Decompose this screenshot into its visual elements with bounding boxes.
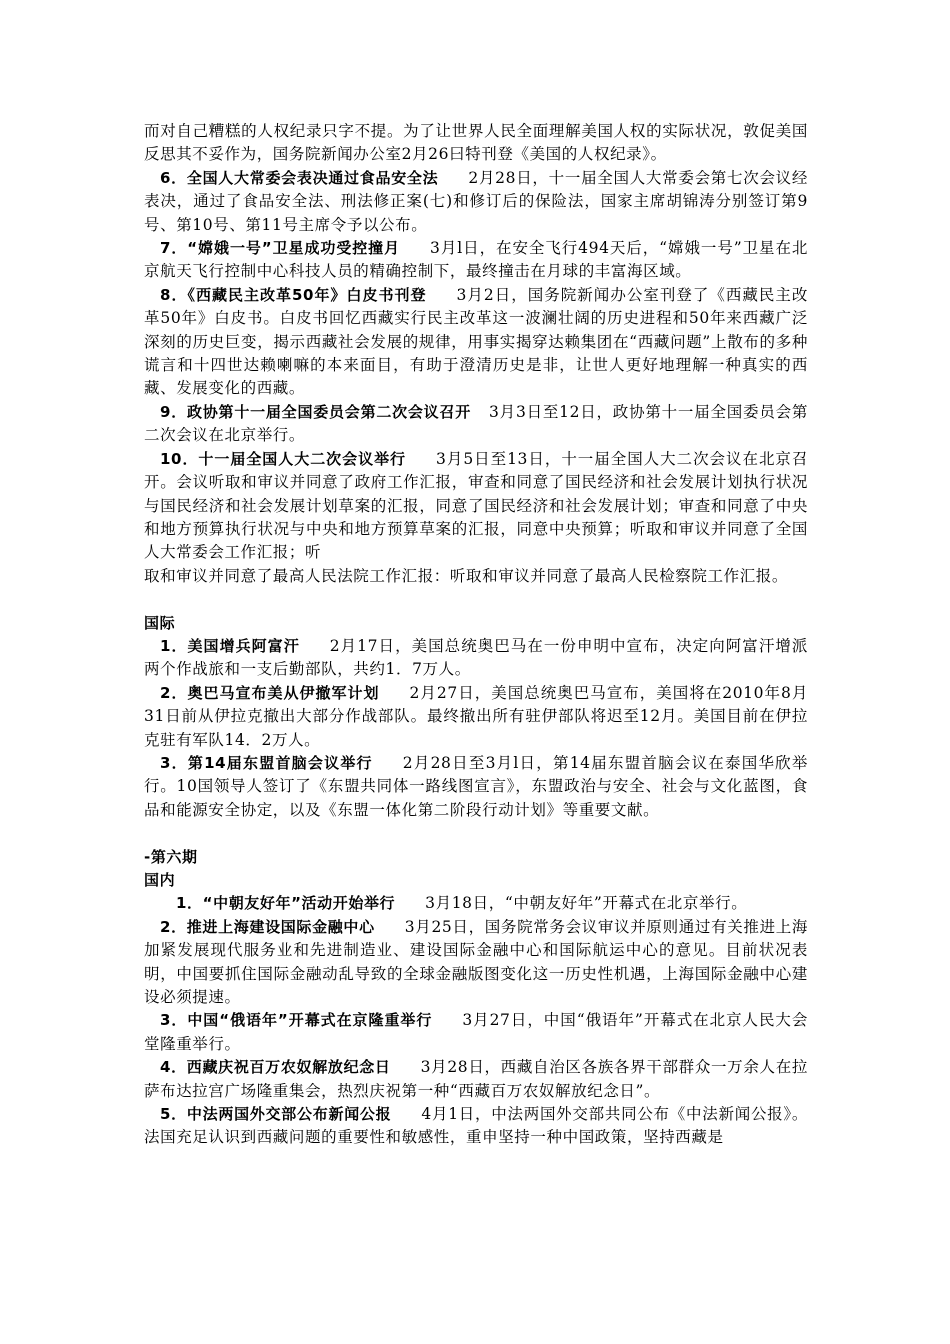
item-text: 3月5日至13日，十一届全国人大二次会议在北京召开。会议听取和审议并同意了政府工作汇报，审查和同意了国民经济和社会发展计划执行状况与国民经济和社会发展计划草案的汇报，同意了国民经济和社会发展计划；审查和同意了中央和地方预算执行状况与中央和地方预算草案的汇报，同意中央预算；听取和审议并同意了全国人大常委会工作汇报；听	[144, 449, 808, 562]
domestic-item-6	[144, 167, 808, 237]
item-heading: 1．“中朝友好年”活动开始举行	[176, 894, 396, 913]
issue6-item-2	[144, 916, 808, 1010]
item-heading: 6．全国人大常委会表决通过食品安全法	[160, 168, 439, 187]
issue6-item-4	[144, 1056, 808, 1103]
document-page	[144, 120, 808, 1150]
item-heading: 4．西藏庆祝百万农奴解放纪念日	[160, 1058, 391, 1077]
item-text: 2月17日，美国总统奥巴马在一份申明中宣布，决定向阿富汗增派两个作战旅和一支后勤部队，共约1．7万人。	[144, 636, 808, 679]
item-heading: 3．第14届东盟首脑会议举行	[160, 753, 373, 772]
item-heading: 10．十一届全国人大二次会议举行	[160, 449, 407, 468]
item-heading: 7．“嫦娥一号”卫星成功受控撞月	[160, 239, 401, 258]
international-item-1	[144, 635, 808, 682]
domestic-item-9	[144, 401, 808, 448]
domestic-item-10	[144, 448, 808, 565]
item-text: 2月27日，美国总统奥巴马宣布，美国将在2010年8月31日前从伊拉克撤出大部分作战部队。最终撤出所有驻伊部队将迟至12月。美国目前在伊拉克驻有军队14．2万人。	[144, 683, 808, 749]
item-text: 3月27日，中国“俄语年”开幕式在北京人民大会堂隆重举行。	[144, 1011, 808, 1053]
item-text: 2月28日至3月l日，第14届东盟首脑会议在泰国华欣举行。10国领导人签订了《东盟共同体一路线图宣言》，东盟政治与安全、社会与文化蓝图，食品和能源安全协定，以及《东盟一体化第二阶段行动计划》等重要文献。	[144, 753, 808, 819]
item-text: 3月l日，在安全飞行494天后，“嫦娥一号”卫星在北京航天飞行控制中心科技人员的精确控制下，最终撞击在月球的丰富海区域。	[144, 239, 808, 281]
international-section-title: 国际	[144, 613, 176, 632]
international-item-2	[144, 682, 808, 752]
issue6-item-1	[144, 892, 808, 915]
domestic-item-10-continuation	[144, 565, 808, 588]
item-text: 3月18日，“中朝友好年”开幕式在北京举行。	[425, 894, 748, 913]
issue-domestic-subtitle: 国内	[144, 870, 176, 889]
item-text: 3月25日，国务院常务会议审议并原则通过有关推进上海加紧发展现代服务业和先进制造业、建设国际金融中心和国际航运中心的意见。目前状况表明，中国要抓住国际金融动乱导致的全球金融版图变化这一历史性机遇，上海国际金融中心建设必须提速。	[144, 917, 808, 1006]
item-heading: 9．政协第十一届全国委员会第二次会议召开	[160, 402, 472, 421]
domestic-item-7	[144, 237, 808, 284]
item-heading: 3．中国“俄语年”开幕式在京隆重举行	[160, 1011, 433, 1030]
item-text: 取和审议并同意了最高人民法院工作汇报：听取和审议并同意了最高人民检察院工作汇报。	[144, 566, 789, 585]
item-heading: 1．美国增兵阿富汗	[160, 636, 300, 655]
item-text: 2月28日，十一届全国人大常委会第七次会议经表决，通过了食品安全法、刑法修正案(七)和修订后的保险法，国家主席胡锦涛分别签订第9号、第10号、第11号主席令予以公布。	[144, 168, 808, 234]
item-text: 3月28日，西藏自治区各族各界干部群众一万余人在拉萨布达拉宫广场隆重集会，热烈庆祝第一种“西藏百万农奴解放纪念日”。	[144, 1058, 808, 1100]
issue6-item-5	[144, 1103, 808, 1150]
item-heading: 8．《西藏民主改革50年》白皮书刊登	[160, 285, 427, 304]
item-heading: 2．推进上海建设国际金融中心	[160, 917, 375, 936]
domestic-item-8	[144, 284, 808, 401]
item-text: 3月3日至12日，政协第十一届全国委员会第二次会议在北京举行。	[144, 402, 808, 445]
issue6-item-3	[144, 1009, 808, 1056]
intro-paragraph	[144, 120, 808, 167]
international-item-3	[144, 752, 808, 822]
item-heading: 5．中法两国外交部公布新闻公报	[160, 1105, 392, 1124]
intro-text: 而对自己糟糕的人权纪录只字不提。为了让世界人民全面理解美国人权的实际状况，敦促美国反思其不妥作为，国务院新闻办公室2月26曰特刊登《美国的人权纪录》。	[144, 122, 808, 164]
item-text: 4月1日，中法两国外交部共同公布《中法新闻公报》。法国充足认识到西藏问题的重要性和敏感性，重申坚持一种中国政策，坚持西藏是	[144, 1105, 808, 1147]
item-heading: 2．奥巴马宣布美从伊撤军计划	[160, 683, 380, 702]
issue-title: -第六期	[144, 847, 198, 866]
item-text: 3月2日，国务院新闻办公室刊登了《西藏民主改革50年》白皮书。白皮书回忆西藏实行民主改革这一波澜壮阔的历史进程和50年来西藏广泛深刻的历史巨变，揭示西藏社会发展的规律，用事实揭穿达赖集团在“西藏问题”上散布的多种谎言和十四世达赖喇嘛的本来面目，有助于澄清历史是非，让世人更好地理解一种真实的西藏、发展变化的西藏。	[144, 285, 808, 398]
